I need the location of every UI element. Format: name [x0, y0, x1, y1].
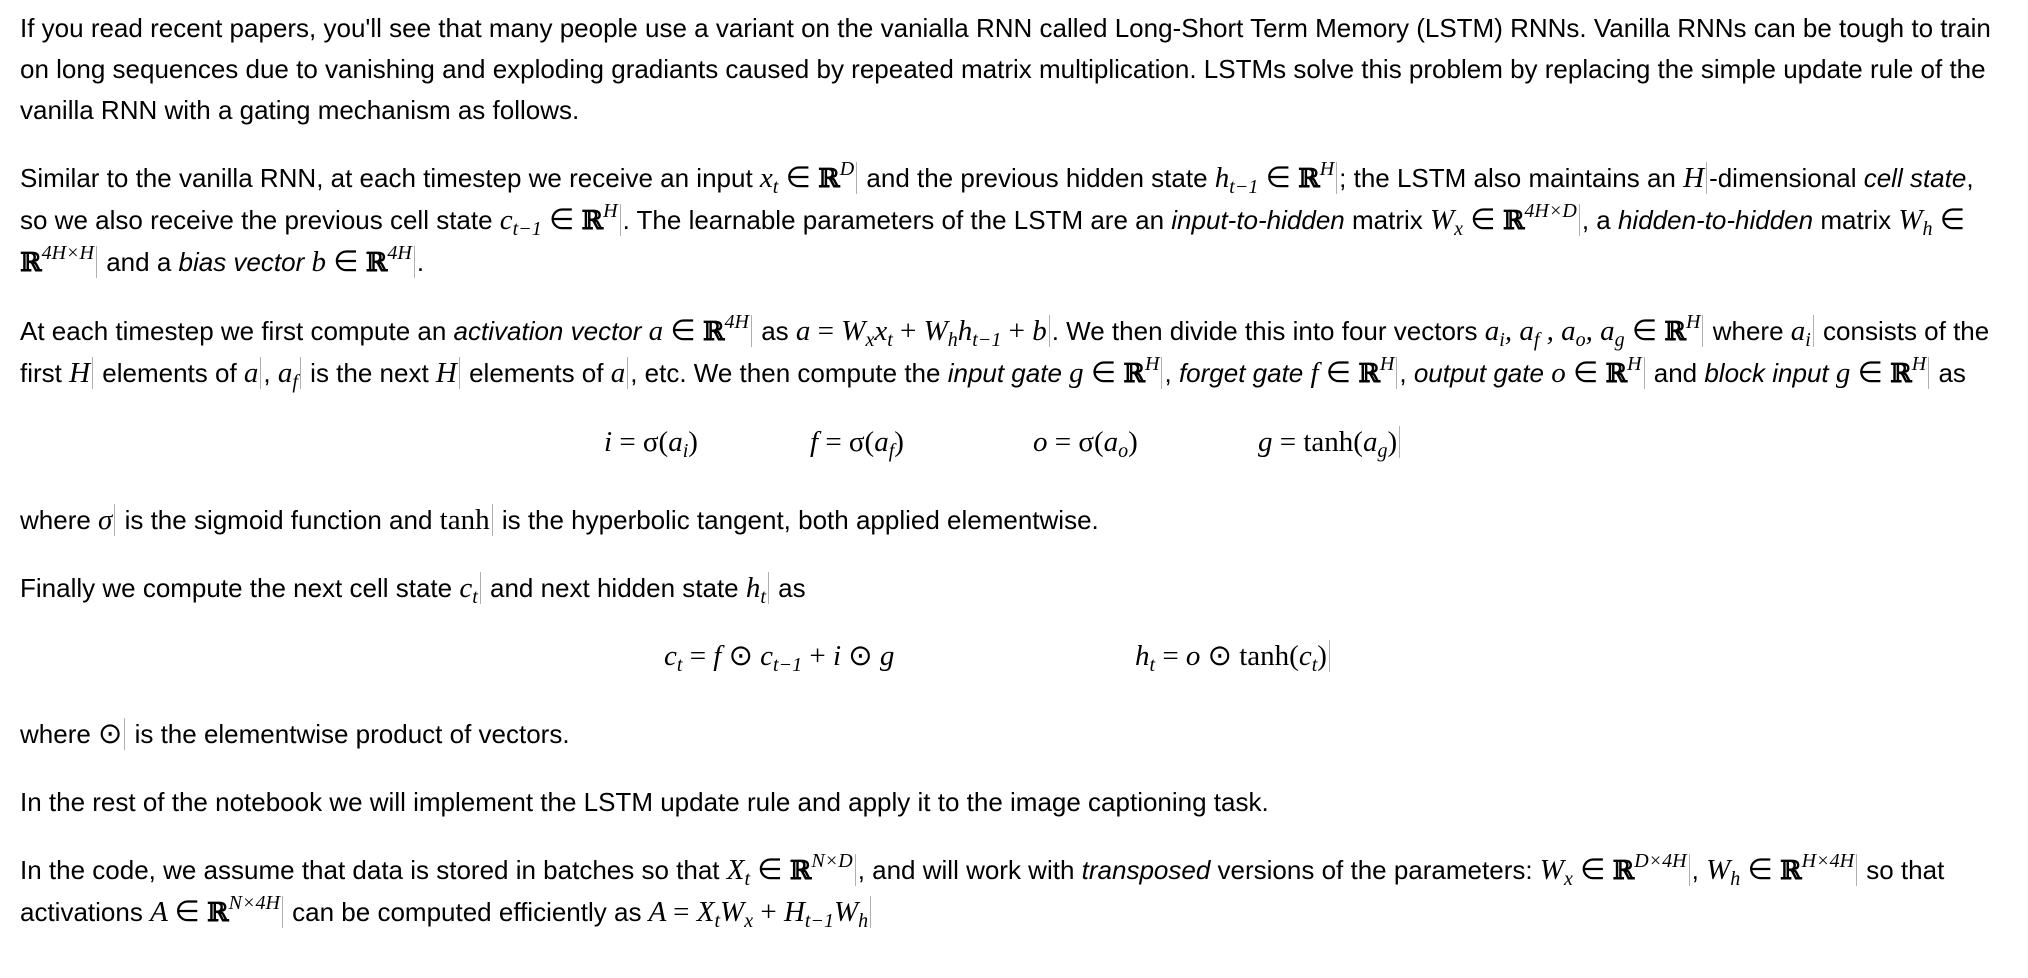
text-span: as [1931, 358, 1966, 388]
math-tanh: tanh [439, 504, 490, 536]
emphasis-activation-vector: activation vector [453, 316, 642, 346]
text-span: Similar to the vanilla RNN, at each timestep we receive an input [20, 163, 760, 193]
emphasis-transposed: transposed [1081, 855, 1211, 885]
math-sigma: σ [98, 504, 113, 536]
text-span: is the hyperbolic tangent, both applied elementwise. [494, 505, 1099, 535]
text-span: elements of [95, 358, 244, 388]
math-a: a ∈ ℝ$^{4H}$ [648, 311, 749, 347]
text-span: In the code, we assume that data is stored in batches so that [20, 855, 727, 885]
paragraph-lstm-intro: If you read recent papers, you'll see that many people use a variant on the vanialla RNN called Long-Short Term Memory (LSTM) RNNs. Vanilla RNNs can be tough to train on long sequences due to vanishing and exploding gradiants caused by repeated matrix multiplication. LSTMs solve this problem by replacing the simple update rule of the vanilla RNN with a gating mechanism as follows. [20, 13, 1991, 125]
text-span: versions of the parameters: [1210, 855, 1540, 885]
paragraph-code-assumptions: In the code, we assume that data is stored in batches so that $X_t$ ∈ ℝ$^{N\times D}$ , and will work with transposed versions of the parameters: $W_x$ ∈ ℝ$^{D\times 4H}$ , $W_h$ ∈ ℝ$^{H\times 4H}$ so that activations A ∈ ℝ$^{N\times 4H}$ can be computed efficiently as $A = X_tW_x + H_{t-1}W_h$ [20, 850, 1945, 932]
text-span: , a [1581, 205, 1618, 235]
math-ct: $c_t$ [459, 572, 478, 608]
paragraph-sigmoid [20, 500, 2008, 541]
math-H: H [1683, 162, 1705, 194]
math-a-ref: a [610, 357, 626, 389]
math-Wh: $W_h$ ∈ ℝ$^{4H\times H}$ [20, 204, 1966, 278]
equation-cell-update: $c_t = f$ ⊙ $c_{t-1} + i$ ⊙ g [664, 640, 895, 676]
math-Wx: $W_x$ ∈ ℝ$^{4H\times D}$ [1429, 200, 1577, 240]
math-ai: $a_i$ [1790, 315, 1811, 351]
math-a-formula: $a = W_xx_t + W_hh_{t-1} + b$ [795, 315, 1047, 351]
text-span: and next hidden state [482, 573, 746, 603]
emphasis-output-gate: output gate [1413, 358, 1544, 388]
math-H: H [435, 357, 457, 389]
equation-g: $g = \tanh(a_g)$ [1258, 422, 1402, 463]
text-span: matrix [1813, 205, 1899, 235]
math-af: $a_f$ [277, 357, 298, 393]
text-span: , [1164, 358, 1179, 388]
text-span: is the next [302, 358, 436, 388]
math-Wx-transposed: $W_x$ ∈ ℝ$^{D\times 4H}$ [1539, 850, 1687, 890]
math-g-block: g ∈ ℝ$^H$ [1835, 353, 1927, 389]
text-span: where [20, 719, 99, 749]
text-span: as [770, 573, 806, 603]
math-Xt: $X_t$ ∈ ℝ$^{N\times D}$ [726, 850, 853, 890]
emphasis-cell-state: cell state [1863, 163, 1967, 193]
text-span: , so we also receive the previous cell state [20, 163, 1974, 235]
emphasis-forget-gate: forget gate [1178, 358, 1304, 388]
text-span: so that activations [20, 855, 1945, 927]
math-prev-hidden: $h_{t-1}$ ∈ ℝ$^H$ [1214, 158, 1335, 198]
text-span: At each timestep we first compute an [20, 316, 454, 346]
text-span: , [1399, 358, 1414, 388]
text-span: where [20, 505, 99, 535]
emphasis-hidden-to-hidden: hidden-to-hidden [1617, 205, 1814, 235]
text-span: and [1646, 358, 1705, 388]
math-A-formula: $A = X_tW_x + H_{t-1}W_h$ [648, 896, 869, 932]
paragraph-elementwise [20, 714, 2008, 755]
text-span: is the sigmoid function and [117, 505, 440, 535]
text-span: where [1705, 316, 1791, 346]
math-odot: ⊙ [98, 718, 123, 750]
math-A: A ∈ ℝ$^{N\times 4H}$ [150, 892, 280, 928]
text-span: , etc. We then compute the [630, 358, 948, 388]
math-input-x: $x_t$ ∈ ℝ$^D$ [759, 158, 855, 198]
math-f: f ∈ ℝ$^H$ [1310, 353, 1395, 389]
equation-i: $i = \sigma(a_i)$ [604, 426, 698, 462]
text-span: and the previous hidden state [859, 163, 1215, 193]
text-span: consists of the first [20, 316, 1990, 388]
emphasis-block-input: block input [1704, 358, 1829, 388]
emphasis-bias-vector: bias vector [178, 247, 305, 277]
text-span: can be computed efficiently as [284, 897, 649, 927]
text-span: , and will work with [857, 855, 1082, 885]
text-span: , [263, 358, 278, 388]
text-span: and a [99, 247, 179, 277]
text-span: ; the LSTM also maintains an [1339, 163, 1684, 193]
paragraph-rest-of-notebook: In the rest of the notebook we will implement the LSTM update rule and apply it to the image captioning task. [20, 787, 1269, 817]
text-span: matrix [1344, 205, 1430, 235]
math-H: H [69, 357, 91, 389]
math-a-ref: a [243, 357, 259, 389]
text-span: Finally we compute the next cell state [20, 573, 460, 603]
math-Wh-transposed: $W_h$ ∈ ℝ$^{H\times 4H}$ [1706, 850, 1855, 890]
text-span: . We then divide this into four vectors [1051, 316, 1485, 346]
equation-hidden-update: $h_t = o$ ⊙ $\tanh(c_t)$ [1135, 636, 1332, 677]
text-span: as [753, 316, 796, 346]
math-ht: $h_t$ [745, 572, 766, 608]
math-o: o ∈ ℝ$^H$ [1551, 353, 1642, 389]
emphasis-input-gate: input gate [947, 358, 1062, 388]
math-b: b ∈ ℝ$^{4H}$ [311, 242, 412, 278]
equation-o: $o = \sigma(a_o)$ [1033, 426, 1138, 462]
equation-f: $f = \sigma(a_f)$ [810, 426, 904, 462]
math-g-input-gate: g ∈ ℝ$^H$ [1069, 353, 1160, 389]
paragraph-next-state [20, 568, 2008, 609]
text-span: . The learnable parameters of the LSTM are an [622, 205, 1172, 235]
equation-update [20, 636, 2008, 688]
math-four-vectors: $a_i$, $a_f$ , $a_o$, $a_g$ ∈ ℝ$^H$ [1484, 311, 1701, 351]
text-span: -dimensional [1709, 163, 1864, 193]
math-prev-cell: $c_{t-1}$ ∈ ℝ$^H$ [499, 200, 618, 240]
paragraph-activation [20, 311, 2008, 395]
text-span: is the elementwise product of vectors. [127, 719, 570, 749]
paragraph-lstm-inputs: Similar to the vanilla RNN, at each timestep we receive an input $x_t$ ∈ ℝ$^D$ and the previous hidden state $h_{t-1}$ ∈ ℝ$^H$ ; the LSTM also maintains an H -dimensional cell state, so we also receive the previous cell state $c_{t-1}$ ∈ ℝ$^H$ . The learnable parameters of the LSTM are an input-to-hidden matrix $W_x$ ∈ ℝ$^{4H\times D}$ , a hidden-to-hidden matrix $W_h$ ∈ ℝ$^{4H\times H}$ and a bias vector b ∈ ℝ$^{4H}$ . [20, 158, 1974, 278]
equation-gates [20, 422, 2008, 474]
emphasis-input-to-hidden: input-to-hidden [1171, 205, 1345, 235]
text-span: elements of [461, 358, 611, 388]
